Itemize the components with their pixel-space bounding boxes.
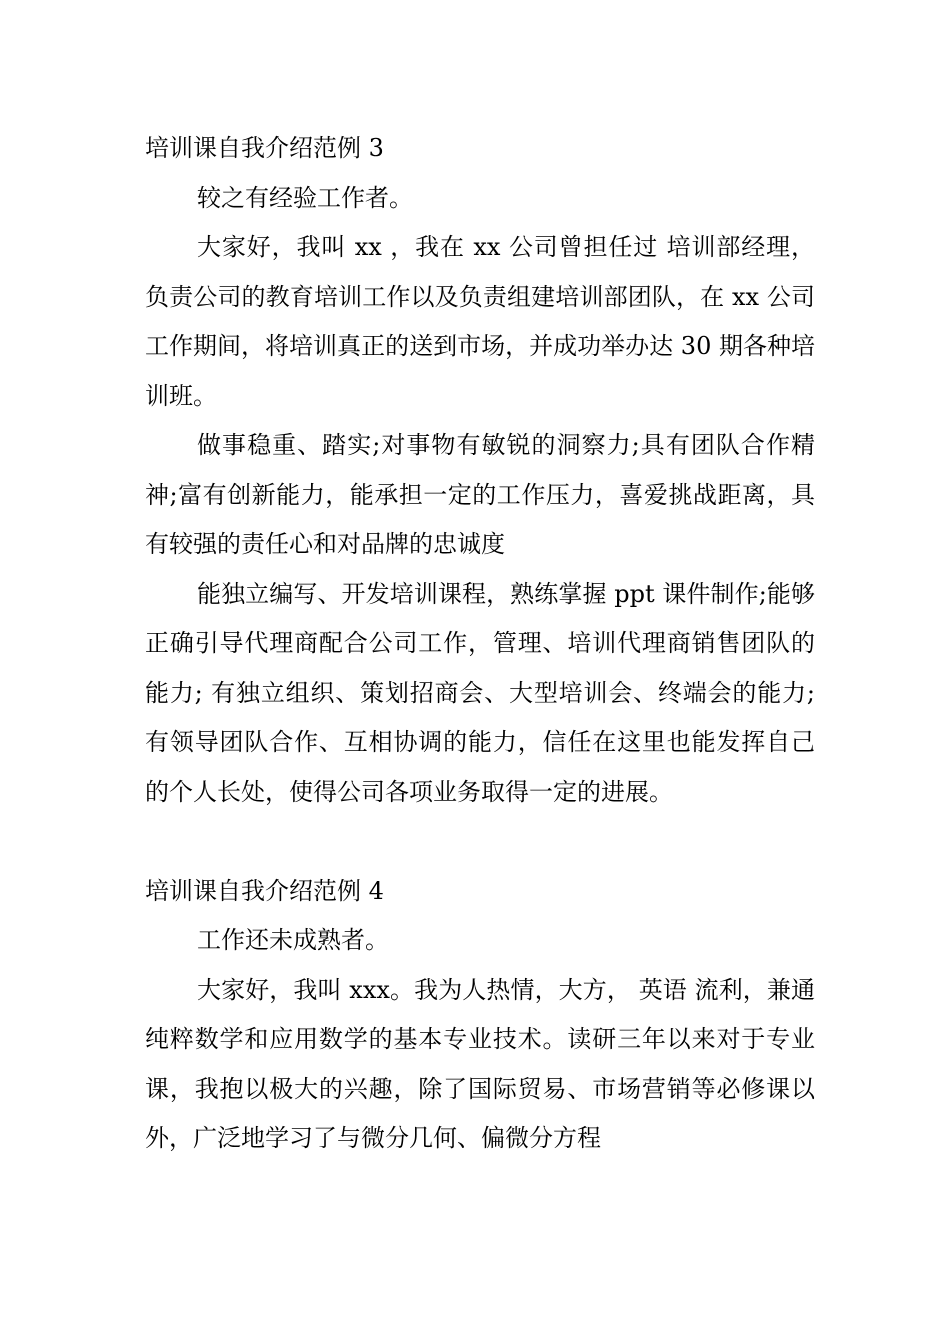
paragraph: 工作还未成熟者。 <box>197 926 389 954</box>
section-example-4 <box>145 867 815 1164</box>
paragraph: 能独立编写、开发培训课程，熟练掌握 ppt 课件制作;能够正确引导代理商配合公司工作，管理、培训代理商销售团队的能力; 有独立组织、策划招商会、大型培训会、终端会的能力;有领导团队合作、互相协调的能力，信任在这里也能发挥自己的个人长处，使得公司各项业务取得一定的进展。 <box>145 579 815 806</box>
document-body <box>145 124 815 1164</box>
paragraph: 做事稳重、踏实;对事物有敏锐的洞察力;具有团队合作精神;富有创新能力，能承担一定的工作压力，喜爱挑战距离，具有较强的责任心和对品牌的忠诚度 <box>145 431 815 558</box>
paragraph: 大家好，我叫 xxx。我为人热情，大方， 英语 流利，兼通纯粹数学和应用数学的基本专业技术。读研三年以来对于专业课，我抱以极大的兴趣，除了国际贸易、市场营销等必修课以外，广泛地学习了与微分几何、偏微分方程 <box>145 975 815 1152</box>
section-example-3 <box>145 124 815 817</box>
section-title: 培训课自我介绍范例 4 <box>145 876 384 905</box>
section-title: 培训课自我介绍范例 3 <box>145 134 384 162</box>
paragraph: 较之有经验工作者。 <box>197 183 413 212</box>
section-spacer <box>145 817 815 867</box>
paragraph: 大家好，我叫 xx ，我在 xx 公司曾担任过 培训部经理，负责公司的教育培训工作以及负责组建培训部团队，在 xx 公司工作期间，将培训真正的送到市场，并成功举办达 30 期各种培训班。 <box>145 233 815 410</box>
